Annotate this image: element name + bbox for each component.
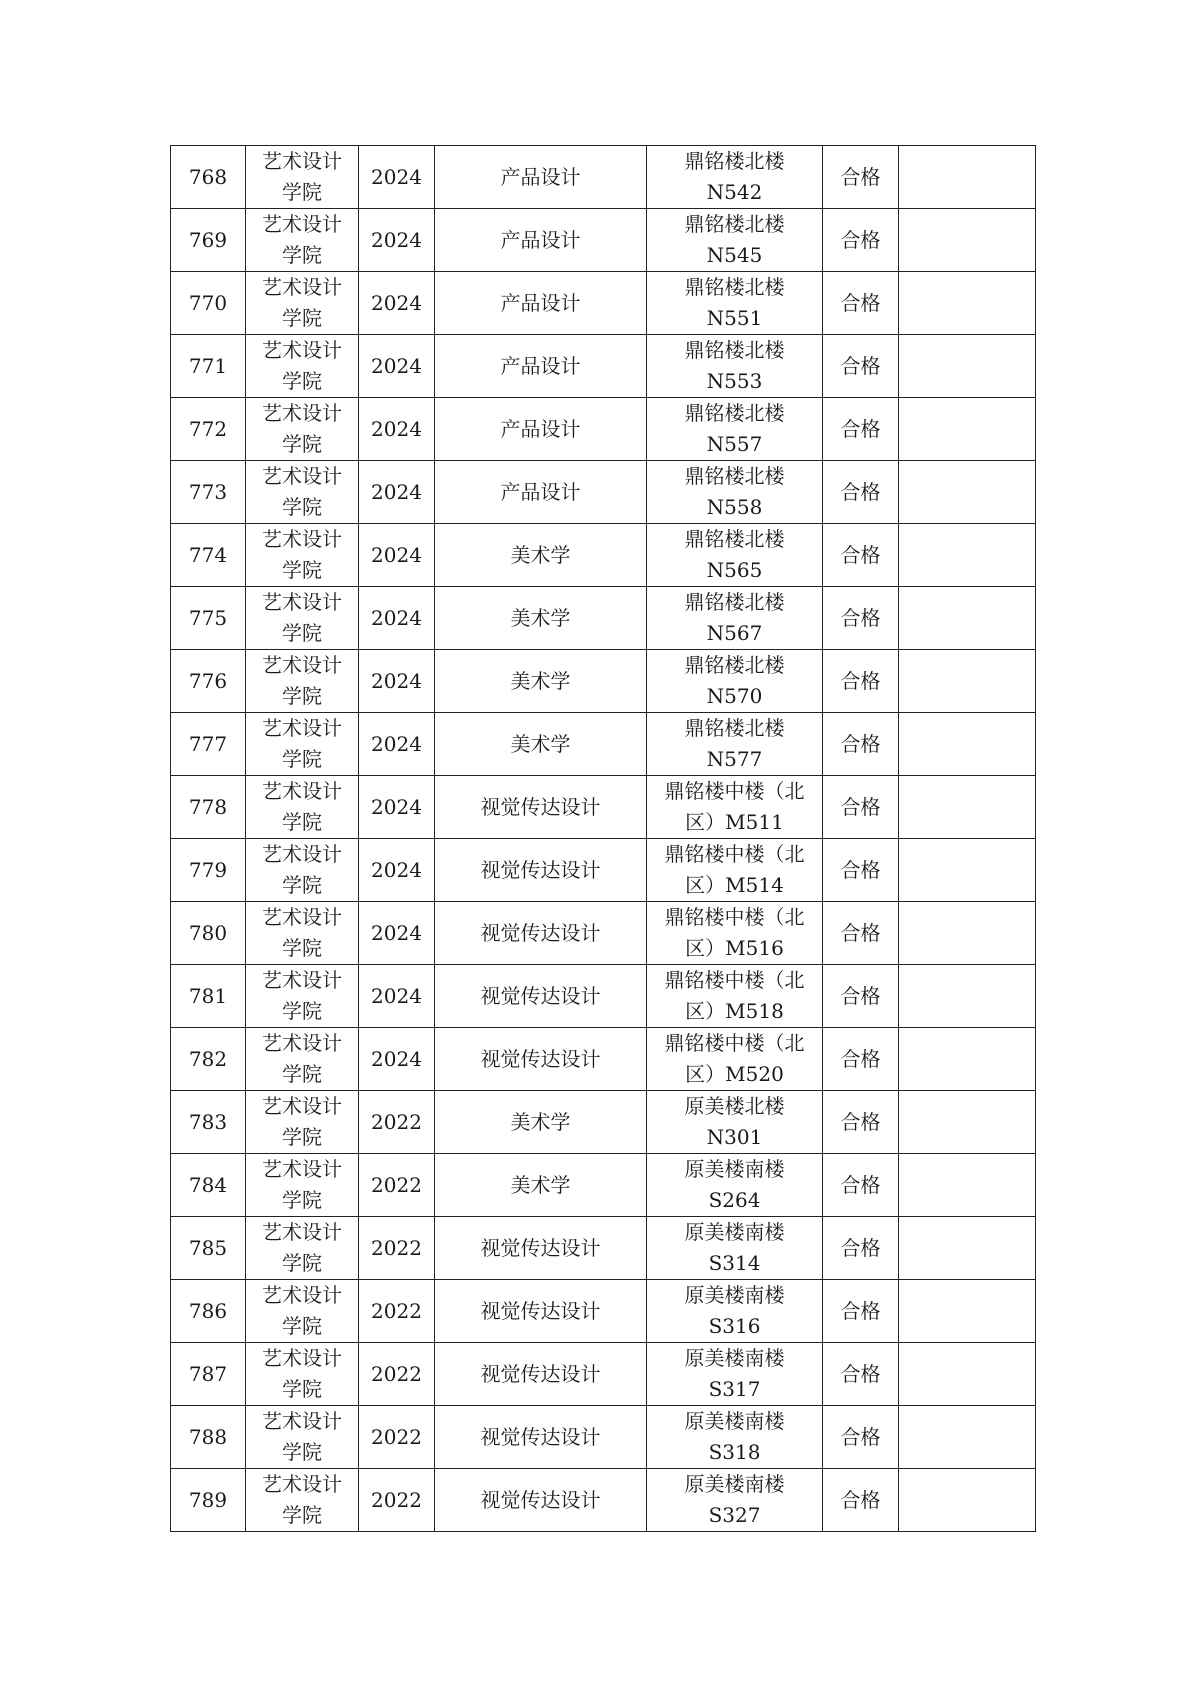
cell-room	[647, 1469, 823, 1532]
cell-room	[647, 146, 823, 209]
inspection-table	[170, 145, 1036, 1532]
cell-result: 合格	[823, 1028, 899, 1091]
cell-room	[647, 839, 823, 902]
table-row	[171, 650, 1036, 713]
cell-college-line: 艺术设计	[262, 338, 342, 362]
cell-number: 782	[171, 1028, 246, 1091]
cell-college-line: 艺术设计	[262, 716, 342, 740]
cell-major: 美术学	[435, 1091, 647, 1154]
cell-room-line: S317	[708, 1377, 761, 1401]
cell-major: 视觉传达设计	[435, 965, 647, 1028]
cell-major: 美术学	[435, 1154, 647, 1217]
cell-college	[246, 1343, 359, 1406]
cell-result: 合格	[823, 461, 899, 524]
cell-college-line: 艺术设计	[262, 527, 342, 551]
cell-room-line: 原美楼南楼	[684, 1157, 785, 1181]
cell-year: 2022	[359, 1091, 435, 1154]
cell-note	[899, 1343, 1036, 1406]
cell-room-line: 原美楼南楼	[684, 1283, 785, 1307]
cell-major: 视觉传达设计	[435, 902, 647, 965]
cell-number: 768	[171, 146, 246, 209]
cell-college-line: 学院	[282, 1314, 322, 1338]
cell-college	[246, 1028, 359, 1091]
table-row	[171, 524, 1036, 587]
cell-college	[246, 650, 359, 713]
cell-room-line: 区）M511	[685, 810, 784, 834]
table-row	[171, 335, 1036, 398]
cell-college-line: 艺术设计	[262, 149, 342, 173]
cell-college-line: 学院	[282, 999, 322, 1023]
cell-college-line: 艺术设计	[262, 842, 342, 866]
cell-college	[246, 1469, 359, 1532]
cell-room-line: S327	[708, 1503, 761, 1527]
table-row	[171, 713, 1036, 776]
cell-result: 合格	[823, 965, 899, 1028]
cell-college-line: 艺术设计	[262, 779, 342, 803]
cell-number: 784	[171, 1154, 246, 1217]
cell-number: 786	[171, 1280, 246, 1343]
cell-college	[246, 272, 359, 335]
cell-major: 产品设计	[435, 461, 647, 524]
cell-result: 合格	[823, 1280, 899, 1343]
cell-year: 2022	[359, 1406, 435, 1469]
cell-note	[899, 839, 1036, 902]
table-row	[171, 776, 1036, 839]
cell-room-line: 鼎铭楼中楼（北	[664, 779, 805, 803]
cell-year: 2024	[359, 839, 435, 902]
cell-college-line: 学院	[282, 684, 322, 708]
cell-result: 合格	[823, 587, 899, 650]
cell-year: 2024	[359, 902, 435, 965]
cell-college-line: 学院	[282, 180, 322, 204]
cell-college-line: 学院	[282, 936, 322, 960]
cell-room-line: 鼎铭楼中楼（北	[664, 1031, 805, 1055]
table-row	[171, 1091, 1036, 1154]
cell-year: 2024	[359, 146, 435, 209]
cell-room-line: 原美楼南楼	[684, 1409, 785, 1433]
cell-college-line: 艺术设计	[262, 1157, 342, 1181]
cell-major: 视觉传达设计	[435, 839, 647, 902]
cell-college-line: 艺术设计	[262, 1220, 342, 1244]
cell-number: 772	[171, 398, 246, 461]
table-row	[171, 1469, 1036, 1532]
cell-college	[246, 335, 359, 398]
table-row	[171, 587, 1036, 650]
cell-room-line: 原美楼南楼	[684, 1346, 785, 1370]
cell-year: 2022	[359, 1217, 435, 1280]
cell-room-line: 区）M514	[685, 873, 784, 897]
cell-year: 2024	[359, 587, 435, 650]
cell-college-line: 艺术设计	[262, 590, 342, 614]
cell-result: 合格	[823, 272, 899, 335]
cell-number: 776	[171, 650, 246, 713]
cell-college	[246, 776, 359, 839]
cell-note	[899, 1280, 1036, 1343]
cell-result: 合格	[823, 1091, 899, 1154]
cell-major: 产品设计	[435, 398, 647, 461]
cell-room-line: 原美楼北楼	[684, 1094, 785, 1118]
cell-note	[899, 1091, 1036, 1154]
cell-room-line: S318	[708, 1440, 761, 1464]
cell-college-line: 学院	[282, 558, 322, 582]
cell-result: 合格	[823, 209, 899, 272]
cell-college	[246, 713, 359, 776]
cell-college-line: 艺术设计	[262, 1031, 342, 1055]
cell-number: 780	[171, 902, 246, 965]
cell-college	[246, 146, 359, 209]
cell-major: 美术学	[435, 713, 647, 776]
cell-note	[899, 272, 1036, 335]
cell-major: 产品设计	[435, 272, 647, 335]
cell-note	[899, 713, 1036, 776]
cell-college-line: 艺术设计	[262, 1472, 342, 1496]
table-row	[171, 839, 1036, 902]
table-row	[171, 1028, 1036, 1091]
cell-room	[647, 398, 823, 461]
cell-college-line: 学院	[282, 1503, 322, 1527]
cell-room-line: N551	[706, 306, 763, 330]
cell-year: 2024	[359, 209, 435, 272]
cell-room	[647, 1217, 823, 1280]
cell-number: 781	[171, 965, 246, 1028]
table-row	[171, 1217, 1036, 1280]
cell-room-line: N542	[706, 180, 763, 204]
cell-college	[246, 965, 359, 1028]
cell-year: 2022	[359, 1469, 435, 1532]
cell-college	[246, 1217, 359, 1280]
cell-room-line: N570	[706, 684, 763, 708]
cell-college-line: 学院	[282, 1251, 322, 1275]
cell-room	[647, 1028, 823, 1091]
cell-room	[647, 1280, 823, 1343]
cell-room-line: 区）M518	[685, 999, 784, 1023]
cell-room-line: 鼎铭楼北楼	[684, 464, 785, 488]
cell-room	[647, 524, 823, 587]
cell-room-line: 鼎铭楼北楼	[684, 338, 785, 362]
cell-room	[647, 713, 823, 776]
cell-room-line: 鼎铭楼中楼（北	[664, 842, 805, 866]
cell-room-line: N558	[706, 495, 763, 519]
cell-year: 2024	[359, 713, 435, 776]
cell-note	[899, 524, 1036, 587]
cell-year: 2024	[359, 524, 435, 587]
cell-room-line: 鼎铭楼北楼	[684, 212, 785, 236]
cell-note	[899, 587, 1036, 650]
cell-college-line: 艺术设计	[262, 401, 342, 425]
cell-college-line: 艺术设计	[262, 1283, 342, 1307]
table-row	[171, 1406, 1036, 1469]
cell-room-line: 鼎铭楼中楼（北	[664, 968, 805, 992]
cell-college-line: 学院	[282, 1062, 322, 1086]
cell-major: 视觉传达设计	[435, 776, 647, 839]
cell-result: 合格	[823, 398, 899, 461]
cell-year: 2024	[359, 461, 435, 524]
cell-number: 769	[171, 209, 246, 272]
cell-college-line: 学院	[282, 873, 322, 897]
cell-room	[647, 587, 823, 650]
cell-room-line: 原美楼南楼	[684, 1472, 785, 1496]
cell-number: 771	[171, 335, 246, 398]
cell-room-line: 鼎铭楼中楼（北	[664, 905, 805, 929]
cell-result: 合格	[823, 650, 899, 713]
cell-note	[899, 1028, 1036, 1091]
cell-college	[246, 839, 359, 902]
cell-result: 合格	[823, 902, 899, 965]
cell-college-line: 艺术设计	[262, 1409, 342, 1433]
cell-college-line: 学院	[282, 495, 322, 519]
table-row	[171, 146, 1036, 209]
cell-major: 视觉传达设计	[435, 1217, 647, 1280]
cell-room	[647, 335, 823, 398]
cell-number: 787	[171, 1343, 246, 1406]
cell-year: 2022	[359, 1154, 435, 1217]
cell-room-line: 原美楼南楼	[684, 1220, 785, 1244]
cell-year: 2024	[359, 965, 435, 1028]
cell-note	[899, 902, 1036, 965]
cell-college	[246, 398, 359, 461]
cell-number: 777	[171, 713, 246, 776]
cell-college-line: 艺术设计	[262, 1346, 342, 1370]
cell-college	[246, 587, 359, 650]
cell-room	[647, 776, 823, 839]
cell-note	[899, 965, 1036, 1028]
cell-college-line: 学院	[282, 243, 322, 267]
cell-room	[647, 1343, 823, 1406]
cell-major: 视觉传达设计	[435, 1280, 647, 1343]
cell-year: 2022	[359, 1343, 435, 1406]
cell-college	[246, 1406, 359, 1469]
cell-college	[246, 524, 359, 587]
cell-note	[899, 1469, 1036, 1532]
cell-number: 783	[171, 1091, 246, 1154]
cell-number: 778	[171, 776, 246, 839]
cell-year: 2024	[359, 1028, 435, 1091]
cell-major: 视觉传达设计	[435, 1343, 647, 1406]
cell-college	[246, 1280, 359, 1343]
cell-college-line: 学院	[282, 621, 322, 645]
cell-college-line: 学院	[282, 432, 322, 456]
cell-college	[246, 209, 359, 272]
cell-college-line: 学院	[282, 306, 322, 330]
cell-year: 2024	[359, 398, 435, 461]
cell-college	[246, 461, 359, 524]
cell-college-line: 艺术设计	[262, 968, 342, 992]
cell-major: 视觉传达设计	[435, 1028, 647, 1091]
cell-note	[899, 776, 1036, 839]
cell-major: 视觉传达设计	[435, 1469, 647, 1532]
cell-college	[246, 1154, 359, 1217]
cell-result: 合格	[823, 1406, 899, 1469]
cell-year: 2024	[359, 272, 435, 335]
cell-major: 产品设计	[435, 146, 647, 209]
table-body	[171, 146, 1036, 1532]
cell-note	[899, 1154, 1036, 1217]
cell-result: 合格	[823, 1343, 899, 1406]
cell-college-line: 艺术设计	[262, 653, 342, 677]
cell-number: 775	[171, 587, 246, 650]
cell-room-line: 鼎铭楼北楼	[684, 275, 785, 299]
cell-number: 770	[171, 272, 246, 335]
cell-college	[246, 902, 359, 965]
cell-room	[647, 965, 823, 1028]
cell-result: 合格	[823, 1154, 899, 1217]
cell-room-line: N567	[706, 621, 763, 645]
cell-note	[899, 146, 1036, 209]
cell-year: 2024	[359, 776, 435, 839]
cell-room	[647, 902, 823, 965]
cell-room-line: N553	[706, 369, 763, 393]
cell-room-line: S264	[708, 1188, 761, 1212]
cell-room-line: S314	[708, 1251, 761, 1275]
cell-year: 2024	[359, 335, 435, 398]
cell-year: 2024	[359, 650, 435, 713]
cell-room-line: 区）M516	[685, 936, 784, 960]
cell-college-line: 艺术设计	[262, 464, 342, 488]
cell-result: 合格	[823, 1469, 899, 1532]
table-row	[171, 398, 1036, 461]
cell-note	[899, 335, 1036, 398]
cell-major: 美术学	[435, 650, 647, 713]
table-row	[171, 965, 1036, 1028]
cell-college-line: 学院	[282, 1440, 322, 1464]
cell-room-line: S316	[708, 1314, 761, 1338]
cell-room	[647, 1091, 823, 1154]
cell-year: 2022	[359, 1280, 435, 1343]
cell-room-line: N565	[706, 558, 763, 582]
cell-college-line: 学院	[282, 369, 322, 393]
cell-number: 789	[171, 1469, 246, 1532]
cell-room-line: 鼎铭楼北楼	[684, 149, 785, 173]
table-row	[171, 461, 1036, 524]
cell-room-line: 鼎铭楼北楼	[684, 716, 785, 740]
cell-note	[899, 1406, 1036, 1469]
cell-room-line: 鼎铭楼北楼	[684, 527, 785, 551]
cell-room-line: N301	[706, 1125, 763, 1149]
cell-college-line: 学院	[282, 1377, 322, 1401]
cell-room	[647, 461, 823, 524]
cell-room-line: 区）M520	[685, 1062, 784, 1086]
table-row	[171, 1154, 1036, 1217]
cell-room-line: 鼎铭楼北楼	[684, 653, 785, 677]
cell-number: 779	[171, 839, 246, 902]
cell-result: 合格	[823, 839, 899, 902]
cell-result: 合格	[823, 335, 899, 398]
cell-college-line: 学院	[282, 1188, 322, 1212]
cell-number: 785	[171, 1217, 246, 1280]
table-row	[171, 1280, 1036, 1343]
table-row	[171, 209, 1036, 272]
cell-result: 合格	[823, 146, 899, 209]
cell-note	[899, 398, 1036, 461]
cell-number: 774	[171, 524, 246, 587]
cell-note	[899, 1217, 1036, 1280]
cell-result: 合格	[823, 776, 899, 839]
cell-result: 合格	[823, 524, 899, 587]
cell-major: 产品设计	[435, 209, 647, 272]
cell-major: 视觉传达设计	[435, 1406, 647, 1469]
cell-room	[647, 650, 823, 713]
cell-room-line: 鼎铭楼北楼	[684, 590, 785, 614]
cell-result: 合格	[823, 1217, 899, 1280]
cell-result: 合格	[823, 713, 899, 776]
cell-note	[899, 461, 1036, 524]
cell-college-line: 艺术设计	[262, 905, 342, 929]
cell-note	[899, 650, 1036, 713]
cell-major: 美术学	[435, 524, 647, 587]
cell-college-line: 学院	[282, 810, 322, 834]
cell-college-line: 艺术设计	[262, 275, 342, 299]
cell-college-line: 艺术设计	[262, 212, 342, 236]
table-row	[171, 902, 1036, 965]
cell-major: 美术学	[435, 587, 647, 650]
cell-room	[647, 272, 823, 335]
cell-college	[246, 1091, 359, 1154]
cell-note	[899, 209, 1036, 272]
cell-college-line: 学院	[282, 1125, 322, 1149]
cell-number: 773	[171, 461, 246, 524]
table-row	[171, 272, 1036, 335]
cell-room-line: N545	[706, 243, 763, 267]
cell-room	[647, 1406, 823, 1469]
cell-room	[647, 209, 823, 272]
cell-number: 788	[171, 1406, 246, 1469]
table-row	[171, 1343, 1036, 1406]
cell-major: 产品设计	[435, 335, 647, 398]
cell-room	[647, 1154, 823, 1217]
cell-room-line: 鼎铭楼北楼	[684, 401, 785, 425]
cell-room-line: N577	[706, 747, 763, 771]
cell-room-line: N557	[706, 432, 763, 456]
cell-college-line: 学院	[282, 747, 322, 771]
cell-college-line: 艺术设计	[262, 1094, 342, 1118]
